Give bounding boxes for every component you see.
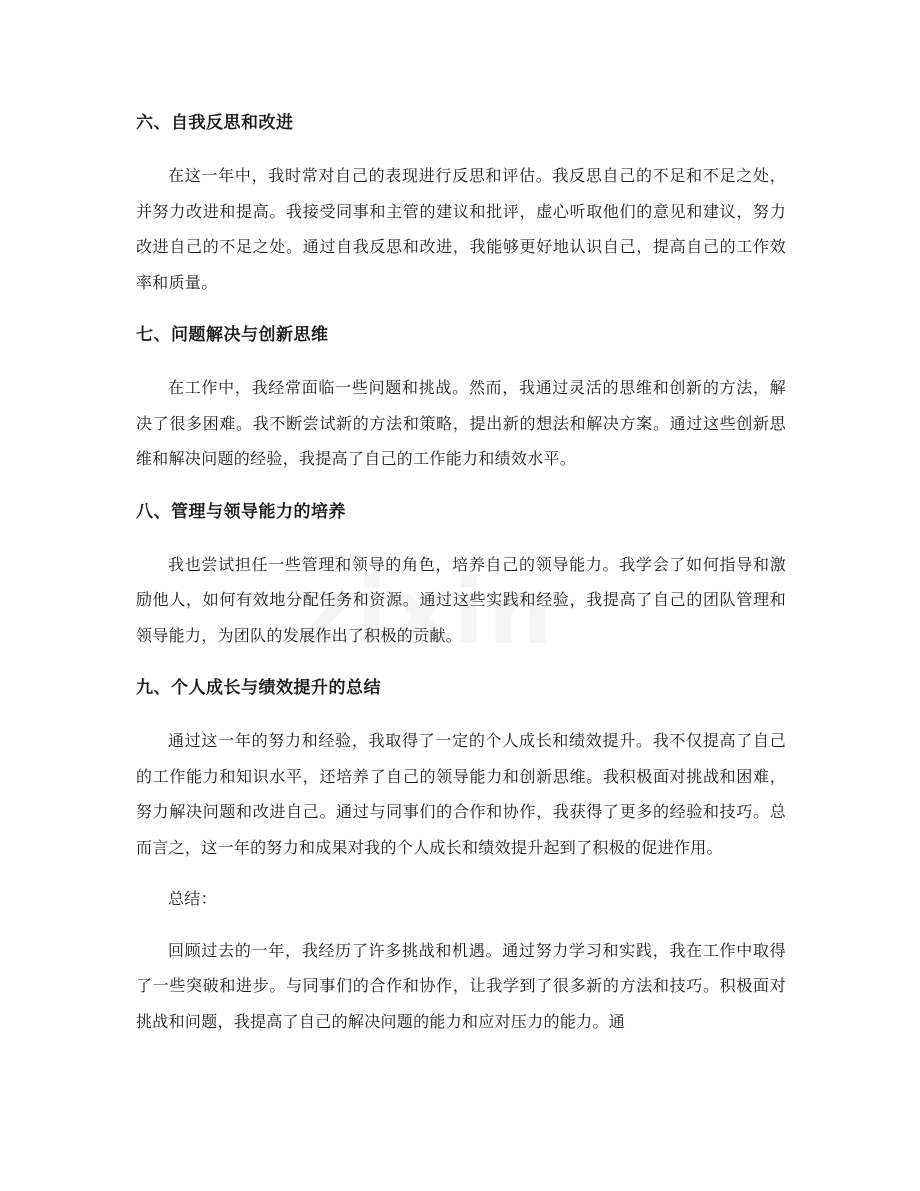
section-paragraph: 通过这一年的努力和经验，我取得了一定的个人成长和绩效提升。我不仅提高了自己的工作能力和知识水平，还培养了自己的领导能力和创新思维。我积极面对挑战和困难，努力解决问题和改进自己。通过与同事们的合作和协作，我获得了更多的经验和技巧。总而言之，这一年的努力和成果对我的个人成长和绩效提升起到了积极的促进作用。 [136, 731, 786, 857]
section-self-reflection [136, 104, 786, 316]
summary-paragraph: 回顾过去的一年，我经历了许多挑战和机遇。通过努力学习和实践，我在工作中取得了一些突破和进步。与同事们的合作和协作，让我学到了很多新的方法和技巧。积极面对挑战和问题，我提高了自己的解决问题的能力和应对压力的能力。通 [136, 940, 786, 1031]
section-paragraph: 在这一年中，我时常对自己的表现进行反思和评估。我反思自己的不足和不足之处，并努力改进和提高。我接受同事和主管的建议和批评，虚心听取他们的意见和建议，努力改进自己的不足之处。通过自我反思和改进，我能够更好地认识自己，提高自己的工作效率和质量。 [136, 166, 786, 292]
summary-section [136, 881, 786, 1039]
section-heading: 八、管理与领导能力的培养 [136, 501, 346, 522]
section-heading: 七、问题解决与创新思维 [136, 325, 329, 345]
section-paragraph: 我也尝试担任一些管理和领导的角色，培养自己的领导能力。我学会了如何指导和激励他人，如何有效地分配任务和资源。通过这些实践和经验，我提高了自己的团队管理和领导能力，为团队的发展作出了积极的贡献。 [136, 554, 786, 645]
section-problem-solving [136, 316, 786, 493]
section-leadership [136, 493, 786, 670]
section-growth-summary [136, 669, 786, 881]
document-body [136, 104, 786, 1039]
section-heading: 六、自我反思和改进 [136, 113, 294, 133]
section-heading: 九、个人成长与绩效提升的总结 [136, 678, 381, 698]
summary-label: 总结： [168, 889, 217, 908]
section-paragraph: 在工作中，我经常面临一些问题和挑战。然而，我通过灵活的思维和创新的方法，解决了很多困难。我不断尝试新的方法和策略，提出新的想法和解决方案。通过这些创新思维和解决问题的经验，我提高了自己的工作能力和绩效水平。 [136, 378, 786, 468]
